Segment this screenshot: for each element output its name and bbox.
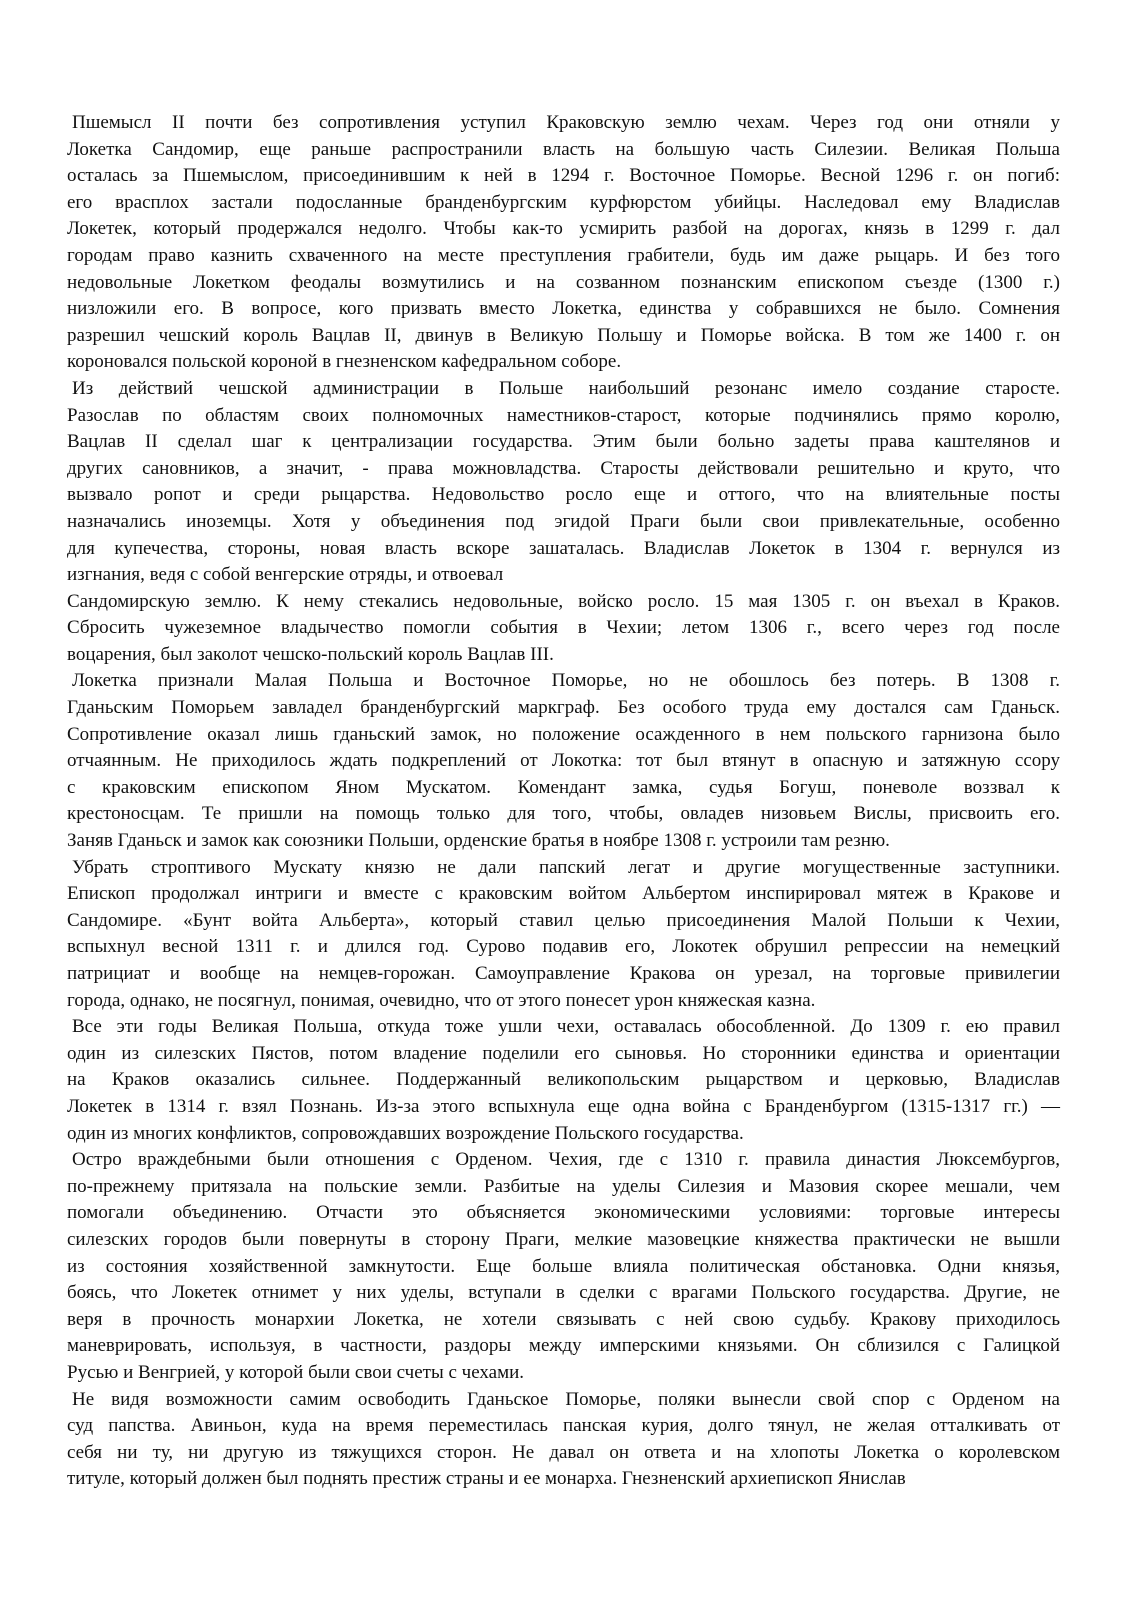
text-line: Разослав по областям своих полномочных наместников-старост, которые подчинялись прямо королю, (67, 404, 1060, 426)
text-line: Сандомире. «Бунт войта Альберта», который ставил целью присоединения Малой Польши к Чехии, (67, 909, 1060, 931)
text-line: по-прежнему притязала на польские земли. Разбитые на уделы Силезия и Мазовия скорее мешали, чем (67, 1175, 1060, 1197)
text-line: Гданьским Поморьем завладел бранденбургский маркграф. Без особого труда ему достался сам Гданьск. (67, 697, 1060, 719)
paragraph (67, 855, 1060, 1015)
text-line: с краковским епископом Яном Мускатом. Комендант замка, судья Богуш, поневоле воззвал к (67, 776, 1060, 798)
text-line: изгнания, ведя с собой венгерские отряды, и отвоевал (67, 564, 504, 586)
text-line: Пшемысл II почти без сопротивления уступил Краковскую землю чехам. Через год они отняли у (72, 112, 1060, 133)
text-line: один из силезских Пястов, потом владение поделили его сыновья. Но сторонники единства и ориентации (67, 1042, 1060, 1064)
text-line: титуле, который должен был поднять престиж страны и ее монарха. Гнезненский архиепископ Янислав (67, 1468, 906, 1490)
text-line: Сбросить чужеземное владычество помогли события в Чехии; летом 1306 г., всего через год после (67, 617, 1060, 639)
text-line: городам право казнить схваченного на месте преступления грабители, будь им даже рыцарь. И без того (67, 244, 1060, 266)
text-line: Русью и Венгрией, у которой были свои счеты с чехами. (67, 1361, 525, 1383)
text-line: веря в прочность монархии Локетка, не хотели связывать с ней свою судьбу. Кракову приходилось (67, 1308, 1060, 1330)
text-line: Не видя возможности самим освободить Гданьское Поморье, поляки вынесли свой спор с Орденом на (72, 1388, 1060, 1410)
paragraph (67, 376, 1060, 589)
paragraph (67, 668, 1060, 854)
text-line: Локетек, который продержался недолго. Чтобы как-то усмирить разбой на дорогах, князь в 1299 г. дал (67, 218, 1060, 240)
paragraph (67, 110, 1060, 376)
text-line: Локетек в 1314 г. взял Познань. Из-за этого вспыхнула еще одна война с Бранденбургом (1315-1317 гг.) — (67, 1095, 1060, 1117)
text-line: суд папства. Авиньон, куда на время переместилась панская курия, долго тянул, не желая отталкивать от (67, 1415, 1060, 1437)
text-line: Сопротивление оказал лишь гданьский замок, но положение осажденного в нем польского гарнизона было (67, 723, 1060, 745)
paragraph (67, 1014, 1060, 1147)
text-line: других сановников, а значит, - права можновладства. Старосты действовали решительно и круто, что (67, 457, 1060, 479)
text-line: отчаянным. Не приходилось ждать подкреплений от Локотка: тот был втянут в опасную и затяжную ссору (67, 750, 1060, 772)
text-line: помогали объединению. Отчасти это объясняется экономическими условиями: торговые интересы (67, 1202, 1060, 1224)
paragraph (67, 589, 1060, 669)
text-line: Локетка Сандомир, еще раньше распространили власть на большую часть Силезии. Великая Польша (67, 138, 1060, 160)
text-line: из состояния хозяйственной замкнутости. Еще больше влияла политическая обстановка. Одни князья, (67, 1255, 1060, 1277)
text-line: Епископ продолжал интриги и вместе с краковским войтом Альбертом инспирировал мятеж в Кракове и (67, 883, 1060, 905)
paragraph (67, 1387, 1060, 1493)
text-line: себя ни ту, ни другую из тяжущихся сторон. Не давал он ответа и на хлопоты Локетка о королевском (67, 1441, 1060, 1463)
text-line: Из действий чешской администрации в Польше наибольший резонанс имело создание старосте. (72, 377, 1060, 399)
text-line: вызвало ропот и среди рыцарства. Недовольство росло еще и оттого, что на влиятельные посты (67, 484, 1060, 506)
text-line: Вацлав II сделал шаг к централизации государства. Этим были больно задеты права каштелянов и (67, 431, 1060, 453)
text-line: боясь, что Локетек отнимет у них уделы, вступали в сделки с врагами Польского государства. Другие, не (67, 1282, 1060, 1304)
text-line: Заняв Гданьск и замок как союзники Польши, орденские братья в ноябре 1308 г. устроили там резню. (67, 830, 890, 852)
text-line: Убрать строптивого Мускату князю не дали папский легат и другие могущественные заступники. (72, 856, 1060, 878)
text-line: один из многих конфликтов, сопровождавших возрождение Польского государства. (67, 1122, 744, 1144)
text-line: разрешил чешский король Вацлав II, двинув в Великую Польшу и Поморье войска. В том же 1400 г. он (67, 324, 1060, 346)
text-line: крестоносцам. Те пришли на помощь только для того, чтобы, овладев низовьем Вислы, присвоить его. (67, 803, 1060, 825)
text-line: вспыхнул весной 1311 г. и длился год. Сурово подавив его, Локотек обрушил репрессии на немецкий (67, 936, 1060, 958)
text-line: Остро враждебными были отношения с Орденом. Чехия, где с 1310 г. правила династия Люксембургов, (72, 1149, 1060, 1171)
text-line: Сандомирскую землю. К нему стекались недовольные, войско росло. 15 мая 1305 г. он въехал в Краков. (67, 590, 1060, 612)
text-line: маневрировать, используя, в частности, раздоры между имперскими князьями. Он сблизился с Галицкой (67, 1335, 1060, 1357)
text-line: для купечества, стороны, новая власть вскоре зашаталась. Владислав Локеток в 1304 г. вернулся из (67, 537, 1060, 559)
text-line: низложили его. В вопросе, кого призвать вместо Локетка, единства у собравшихся не было. Сомнения (67, 298, 1060, 320)
paragraph (67, 1147, 1060, 1386)
text-line: осталась за Пшемыслом, присоединившим к ней в 1294 г. Восточное Поморье. Весной 1296 г. он погиб: (67, 165, 1060, 187)
text-line: патрициат и вообще на немцев-горожан. Самоуправление Кракова он урезал, на торговые привилегии (67, 963, 1060, 984)
text-line: назначались иноземцы. Хотя у объединения под эгидой Праги были свои привлекательные, особенно (67, 510, 1060, 532)
text-line: Локетка признали Малая Польша и Восточное Поморье, но не обошлось без потерь. В 1308 г. (72, 670, 1060, 692)
text-line: города, однако, не посягнул, понимая, очевидно, что от этого понесет урон княжеская казна. (67, 989, 816, 1011)
text-line: его врасплох застали подосланные бранденбургским курфюрстом убийцы. Наследовал ему Владислав (67, 191, 1060, 213)
text-line: Все эти годы Великая Польша, откуда тоже ушли чехи, оставалась обособленной. До 1309 г. ею правил (72, 1016, 1060, 1038)
text-line: недовольные Локетком феодалы возмутились и на созванном познанским епископом съезде (1300 г.) (67, 271, 1060, 293)
document-body (67, 110, 1060, 1493)
text-line: короновался польской короной в гнезненском кафедральном соборе. (67, 351, 622, 373)
text-line: силезских городов были повернуты в сторону Праги, мелкие мазовецкие княжества практически не вышли (67, 1228, 1060, 1250)
text-line: на Краков оказались сильнее. Поддержанный великопольским рыцарством и церковью, Владислав (67, 1069, 1060, 1091)
text-line: воцарения, был заколот чешско-польский король Вацлав III. (67, 643, 554, 665)
